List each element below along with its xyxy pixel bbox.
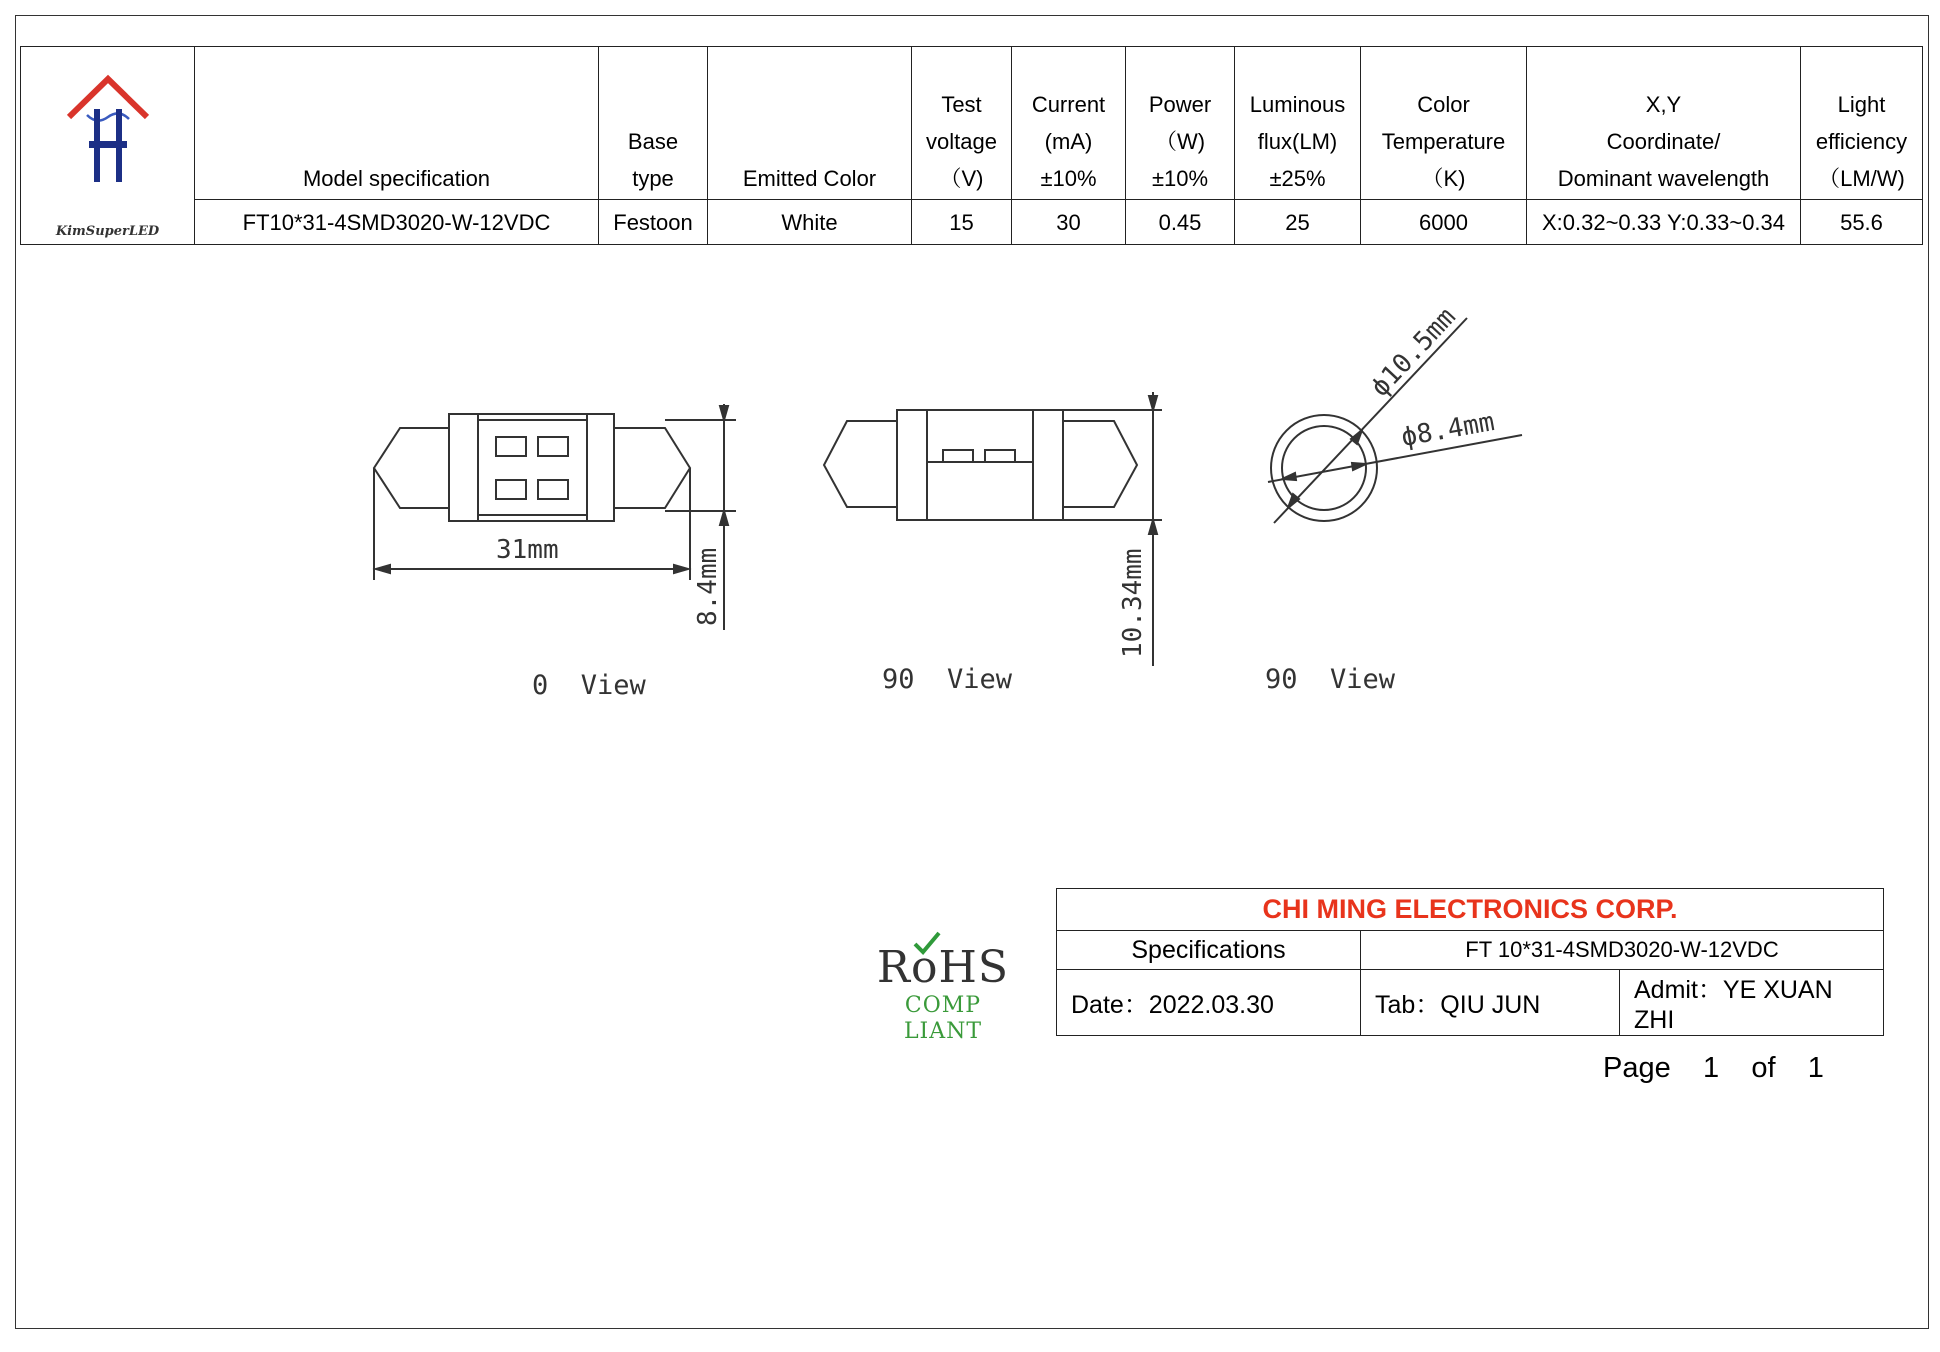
- caption-0-view: 0 View: [532, 670, 646, 701]
- logo-brand-text: KimSuperLED: [55, 224, 160, 239]
- date-field: Date：2022.03.30: [1057, 970, 1361, 1036]
- dim-length-31mm: 31mm: [496, 535, 559, 565]
- header-test-voltage: Test voltage （V): [912, 47, 1012, 200]
- specifications-value: FT 10*31-4SMD3020-W-12VDC: [1361, 931, 1884, 970]
- header-color-temperature: Color Temperature （K): [1361, 47, 1527, 200]
- header-current: Current (mA) ±10%: [1012, 47, 1126, 200]
- title-block: [1056, 888, 1884, 1036]
- cell-power: 0.45: [1126, 200, 1235, 245]
- front-view-drawing: [374, 404, 736, 630]
- cell-test-voltage: 15: [912, 200, 1012, 245]
- tab-field: Tab：QIU JUN: [1361, 970, 1620, 1036]
- cell-luminous-flux: 25: [1235, 200, 1361, 245]
- dim-height-10-34mm: 10.34mm: [1118, 548, 1148, 658]
- header-base-type: Base type: [599, 47, 708, 200]
- company-name: CHI MING ELECTRONICS CORP.: [1057, 889, 1884, 931]
- cell-emitted-color: White: [708, 200, 912, 245]
- page-number: Page 1 of 1: [1603, 1052, 1824, 1084]
- cell-current: 30: [1012, 200, 1126, 245]
- rohs-compliant-text: COMP LIANT: [903, 993, 983, 1044]
- dim-height-8-4mm: 8.4mm: [693, 547, 723, 626]
- cell-base-type: Festoon: [599, 200, 708, 245]
- cell-coordinate: X:0.32~0.33 Y:0.33~0.34: [1527, 200, 1801, 245]
- rohs-mark: RoHS: [876, 942, 1010, 993]
- header-luminous-flux: Luminous flux(LM) ±25%: [1235, 47, 1361, 200]
- header-model: Model specification: [195, 47, 599, 200]
- cell-light-efficiency: 55.6: [1801, 200, 1923, 245]
- caption-90-view-side: 90 View: [882, 664, 1013, 695]
- header-power: Power （W) ±10%: [1126, 47, 1235, 200]
- cell-model: FT10*31-4SMD3020-W-12VDC: [195, 200, 599, 245]
- rohs-check-icon: [912, 930, 942, 956]
- side-view-drawing: [824, 392, 1162, 666]
- header-emitted-color: Emitted Color: [708, 47, 912, 200]
- dim-inner-diameter: ϕ8.4mm: [1399, 407, 1497, 453]
- cell-color-temperature: 6000: [1361, 200, 1527, 245]
- header-light-efficiency: Light efficiency （LM/W): [1801, 47, 1923, 200]
- rohs-compliant-badge: [868, 925, 1018, 1044]
- admit-field: Admit：YE XUAN ZHI: [1620, 970, 1884, 1036]
- specifications-label: Specifications: [1057, 931, 1361, 970]
- header-coordinate: X,Y Coordinate/ Dominant wavelength: [1527, 47, 1801, 200]
- caption-90-view-end: 90 View: [1265, 664, 1396, 695]
- dim-outer-diameter: ϕ10.5mm: [1365, 302, 1462, 403]
